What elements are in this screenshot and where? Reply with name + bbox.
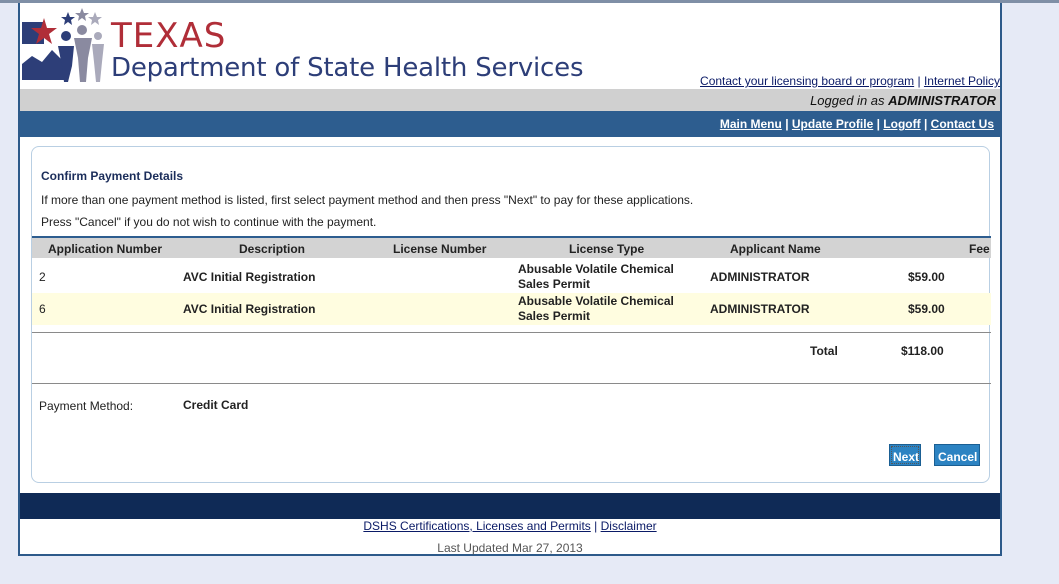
total-value: $118.00 [901, 344, 944, 358]
footer-bar [20, 493, 1000, 519]
contact-licensing-link[interactable]: Contact your licensing board or program [700, 74, 915, 88]
applicant-name: ADMINISTRATOR [710, 270, 810, 284]
header-links [700, 74, 1000, 88]
nav-separator: | [923, 117, 928, 131]
application-number: 2 [39, 270, 46, 284]
nav-update-profile[interactable]: Update Profile [791, 117, 874, 131]
description: AVC Initial Registration [183, 270, 316, 284]
column-header: Fee [969, 242, 990, 256]
dshs-logo-icon [22, 6, 120, 88]
table-header [32, 236, 991, 258]
page-container [18, 3, 1002, 556]
cancel-button[interactable]: Cancel [934, 444, 980, 466]
payment-method-label: Payment Method: [39, 399, 134, 413]
logged-in-prefix: Logged in as [810, 93, 885, 108]
column-header: License Type [569, 242, 645, 256]
table-row [32, 261, 991, 293]
column-header: License Number [393, 242, 487, 256]
license-type-line: Sales Permit [518, 277, 591, 291]
license-type [518, 294, 674, 324]
application-number: 6 [39, 302, 46, 316]
table-row [32, 293, 991, 325]
column-header: Description [239, 242, 306, 256]
divider [32, 332, 991, 333]
logo-texas-text: TEXAS [111, 16, 227, 56]
logo-department-text: Department of State Health Services [111, 53, 584, 83]
column-header: Applicant Name [730, 242, 821, 256]
description: AVC Initial Registration [183, 302, 316, 316]
header-link-separator: | [917, 74, 921, 88]
site-header [20, 3, 1000, 89]
disclaimer-link[interactable]: Disclaimer [600, 519, 657, 533]
fee: $59.00 [908, 270, 945, 284]
panel-title: Confirm Payment Details [41, 169, 184, 183]
license-type-line: Sales Permit [518, 309, 591, 323]
confirm-payment-panel [31, 146, 990, 483]
applicant-name: ADMINISTRATOR [710, 302, 810, 316]
license-type-line: Abusable Volatile Chemical [518, 262, 674, 276]
nav-logoff[interactable]: Logoff [883, 117, 921, 131]
nav-contact-us[interactable]: Contact Us [930, 117, 994, 131]
next-button[interactable]: Next [889, 444, 921, 466]
instruction-text: If more than one payment method is listed, first select payment method and then press "Next" to pay for these applications. [41, 193, 694, 207]
nav-separator: | [876, 117, 880, 131]
license-type-line: Abusable Volatile Chemical [518, 294, 674, 308]
nav-bar [20, 111, 1000, 137]
footer-separator: | [594, 519, 598, 533]
column-header: Application Number [48, 242, 163, 256]
total-label: Total [810, 344, 838, 358]
footer-links [20, 519, 1000, 533]
nav-main-menu[interactable]: Main Menu [719, 117, 782, 131]
certifications-link[interactable]: DSHS Certifications, Licenses and Permits [363, 519, 591, 533]
divider [32, 383, 991, 384]
fee: $59.00 [908, 302, 945, 316]
last-updated: Last Updated Mar 27, 2013 [437, 541, 583, 555]
license-type [518, 262, 674, 292]
payment-method-value: Credit Card [183, 398, 249, 412]
nav-separator: | [785, 117, 789, 131]
instruction-text: Press "Cancel" if you do not wish to continue with the payment. [41, 215, 377, 229]
internet-policy-link[interactable]: Internet Policy [923, 74, 1000, 88]
logged-in-bar [20, 89, 1000, 111]
logged-in-user: ADMINISTRATOR [888, 93, 996, 108]
